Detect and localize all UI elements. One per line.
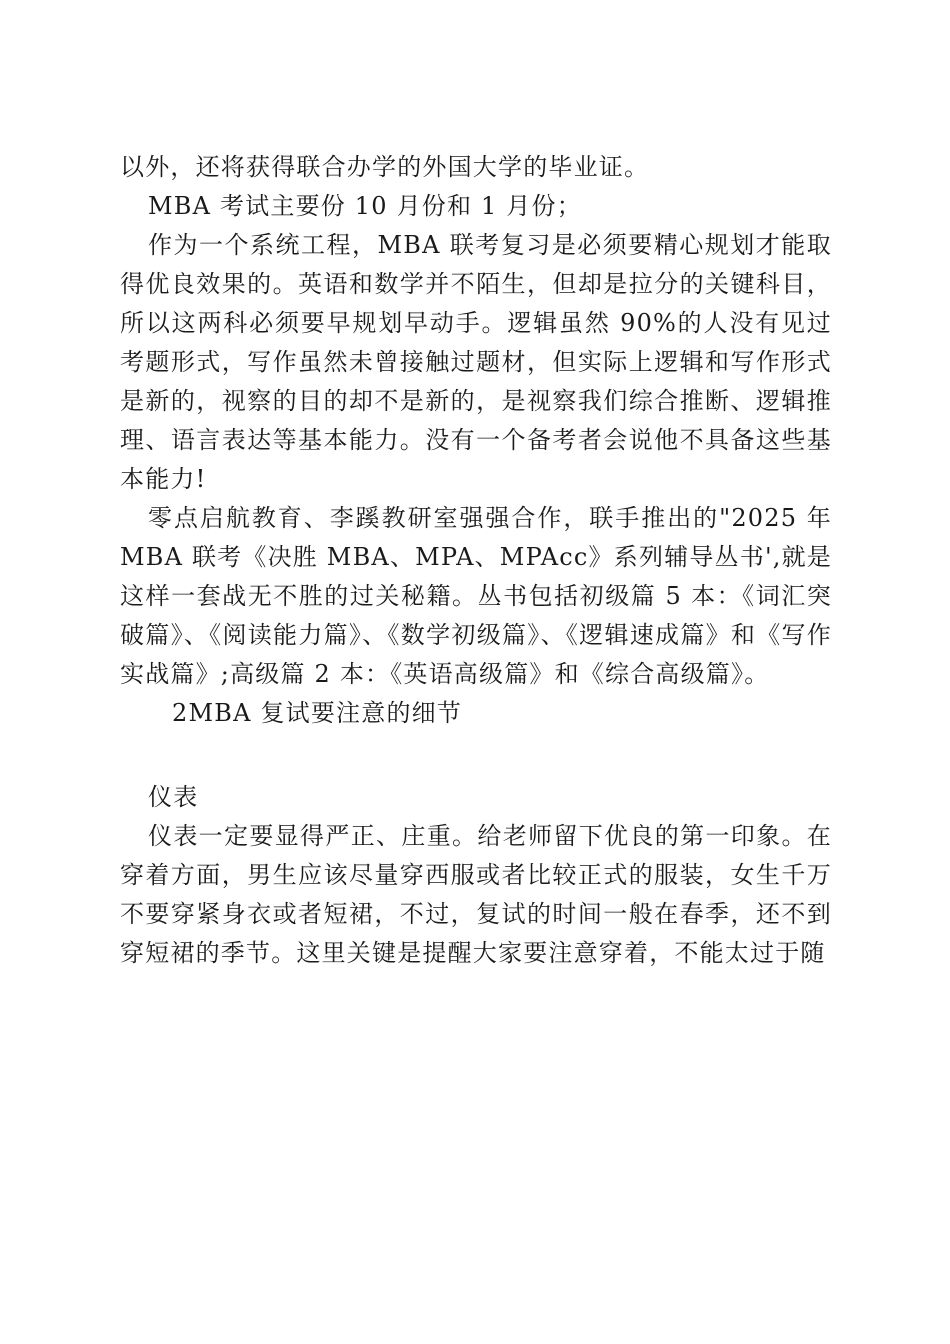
paragraph-continuation: 以外，还将获得联合办学的外国大学的毕业证。 xyxy=(120,153,650,181)
document-body xyxy=(120,148,832,973)
paragraph-appearance: 仪表一定要显得严正、庄重。给老师留下优良的第一印象。在穿着方面，男生应该尽量穿西服或者比较正式的服装，女生千万不要穿紧身衣或者短裙，不过，复试的时间一般在春季，还不到穿短裙的季节。这里关键是提醒大家要注意穿着，不能太过于随 xyxy=(120,822,832,967)
paragraph-book-series: 零点启航教育、李蹊教研室强强合作，联手推出的"2025 年 MBA 联考《决胜 MBA、MPA、MPAcc》系列辅导丛书',就是这样一套战无不胜的过关秘籍。丛书包括初级篇 5 本：《词汇突破篇》、《阅读能力篇》、《数学初级篇》、《逻辑速成篇》和《写作实战篇》;高级篇 2 本：《英语高级篇》和《综合高级篇》。 xyxy=(120,504,832,688)
spacer xyxy=(120,733,832,778)
paragraph-exam-months: MBA 考试主要份 10 月份和 1 月份； xyxy=(148,192,582,220)
subheading-appearance: 仪表 xyxy=(148,783,199,811)
section-heading: 2MBA 复试要注意的细节 xyxy=(172,699,463,727)
paragraph-review-plan: 作为一个系统工程，MBA 联考复习是必须要精心规划才能取得优良效果的。英语和数学并不陌生，但却是拉分的关键科目，所以这两科必须要早规划早动手。逻辑虽然 90%的人没有见过考题形式，写作虽然未曾接触过题材，但实际上逻辑和写作形式是新的，视察的目的却不是新的，是视察我们综合推断、逻辑推理、语言表达等基本能力。没有一个备考者会说他不具备这些基本能力! xyxy=(120,231,832,493)
